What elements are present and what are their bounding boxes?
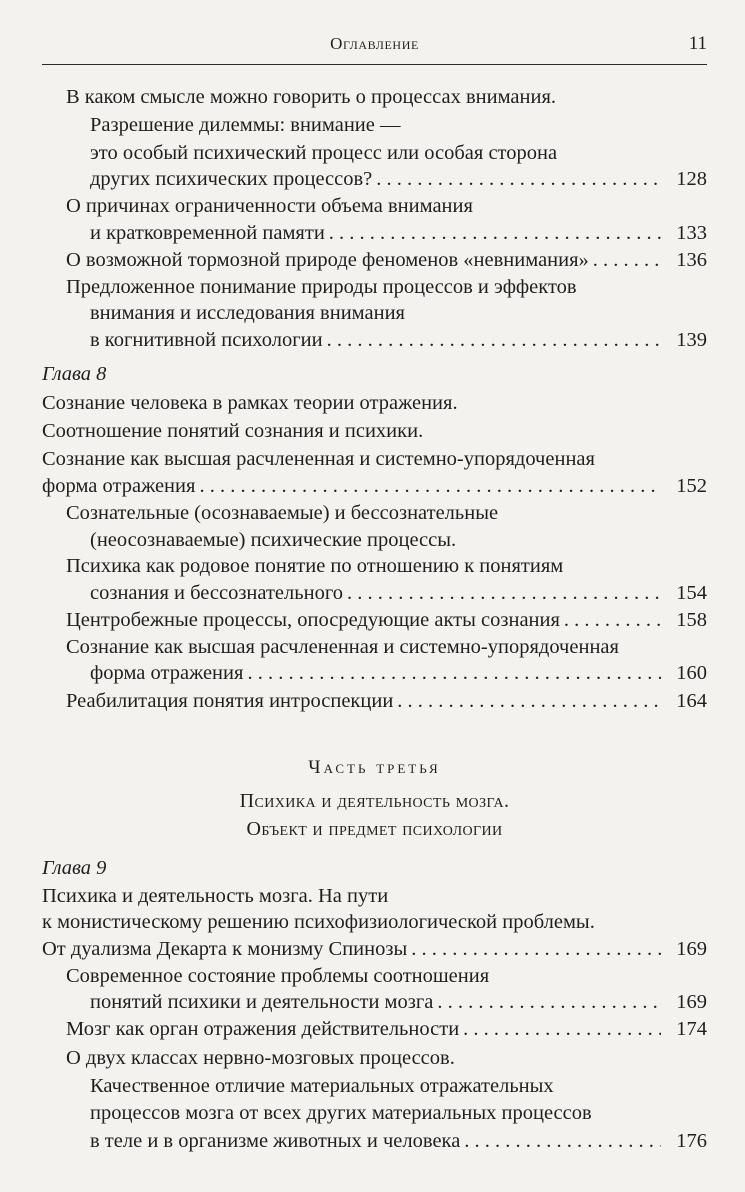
toc-line	[42, 963, 707, 990]
leader-dots	[372, 166, 661, 193]
toc-line-text: О возможной тормозной природе феноменов «невнимания»	[66, 249, 589, 271]
part-three-label	[42, 754, 707, 781]
toc-page-number: 152	[676, 475, 707, 497]
leader-dots	[459, 1016, 661, 1043]
part-three-title-line1: Психика и деятельность мозга.	[239, 790, 510, 812]
toc-line-text: Сознание человека в рамках теории отражения.	[42, 392, 458, 414]
toc-line-text: Соотношение понятий сознания и психики.	[42, 420, 424, 442]
toc-line	[42, 327, 707, 354]
toc-line-text: Качественное отличие материальных отражательных	[90, 1075, 554, 1097]
toc-line-text: Разрешение дилеммы: внимание —	[90, 114, 401, 136]
toc-page-number: 139	[676, 329, 707, 351]
toc-line-text: к монистическому решению психофизиологической проблемы.	[42, 911, 595, 933]
toc-page-number: 169	[676, 938, 707, 960]
toc-page-number: 160	[676, 662, 707, 684]
toc-line-text: О двух классах нервно-мозговых процессов.	[66, 1047, 455, 1069]
toc-line	[42, 390, 707, 417]
toc-line-text: Центробежные процессы, опосредующие акты сознания	[66, 609, 560, 631]
toc-line	[42, 140, 707, 167]
leader-dots	[243, 660, 661, 687]
leader-dots	[560, 607, 661, 634]
part-three-title-line2: Объект и предмет психологии	[246, 818, 503, 840]
toc-page-number: 169	[676, 991, 707, 1013]
toc-line-text: это особый психический процесс или особая сторона	[90, 142, 558, 164]
toc-line	[42, 553, 707, 580]
toc-page-number: 158	[676, 609, 707, 631]
toc-line	[42, 660, 707, 687]
toc-line	[42, 1100, 707, 1127]
leader-dots	[325, 220, 661, 247]
toc-line	[42, 527, 707, 554]
toc-page-number: 154	[676, 582, 707, 604]
toc-line-text: других психических процессов?	[90, 168, 373, 190]
toc-line-text: Мозг как орган отражения действительности	[66, 1018, 460, 1040]
toc-page-number: 128	[676, 168, 707, 190]
toc-line-text: понятий психики и деятельности мозга	[90, 991, 434, 1013]
toc-page-number: 174	[676, 1018, 707, 1040]
toc-line-text: форма отражения	[90, 662, 244, 684]
toc-line	[42, 607, 707, 634]
toc-line	[42, 446, 707, 473]
leader-dots	[433, 989, 661, 1016]
toc-line-text: Психика и деятельность мозга. На пути	[42, 885, 389, 907]
leader-dots	[407, 936, 661, 963]
toc-page-number: 176	[676, 1130, 707, 1152]
toc-line	[42, 936, 707, 963]
toc-line	[42, 418, 707, 445]
toc-line	[42, 84, 707, 111]
toc-line	[42, 300, 707, 327]
toc-line-text: Сознание как высшая расчлененная и системно-упорядоченная	[42, 448, 595, 470]
leader-dots	[343, 580, 661, 607]
toc-line	[42, 1073, 707, 1100]
part-three-label-text: Часть третья	[308, 757, 441, 778]
toc-line-text: (неосознаваемые) психические процессы.	[90, 529, 457, 551]
toc-line-text: в когнитивной психологии	[90, 329, 323, 351]
toc-line-text: и кратковременной памяти	[90, 222, 325, 244]
toc-line	[42, 274, 707, 301]
toc-line	[42, 473, 707, 500]
running-header	[42, 30, 707, 65]
toc-line-text: внимания и исследования внимания	[90, 302, 405, 324]
leader-dots	[195, 473, 661, 500]
leader-dots	[393, 688, 661, 715]
toc-line	[42, 883, 707, 910]
header-title: Оглавление	[330, 34, 419, 53]
toc-line	[42, 166, 707, 193]
toc-line-text: О причинах ограниченности объема внимания	[66, 195, 473, 217]
header-page-number: 11	[688, 33, 707, 54]
toc-line-text: сознания и бессознательного	[90, 582, 343, 604]
toc-line	[42, 580, 707, 607]
toc-line	[42, 688, 707, 715]
toc-line	[42, 220, 707, 247]
toc-line-text: форма отражения	[42, 475, 196, 497]
toc-page-number: 133	[676, 222, 707, 244]
toc-line-text: Психика как родовое понятие по отношению к понятиям	[66, 555, 564, 577]
toc-page-number: 164	[676, 690, 707, 712]
toc-line-text: процессов мозга от всех других материальных процессов	[90, 1102, 592, 1124]
leader-dots	[589, 247, 661, 274]
toc-line	[42, 1016, 707, 1043]
toc-line-text: Реабилитация понятия интроспекции	[66, 690, 394, 712]
toc-line-text: Сознательные (осознаваемые) и бессознательные	[66, 502, 499, 524]
toc-line-text: Предложенное понимание природы процессов и эффектов	[66, 276, 577, 298]
toc-line-text: Сознание как высшая расчлененная и системно-упорядоченная	[66, 636, 619, 658]
toc-line-text: в теле и в организме животных и человека	[90, 1130, 461, 1152]
toc-line	[42, 112, 707, 139]
toc-line	[42, 989, 707, 1016]
chapter-8-label: Глава 8	[42, 363, 107, 385]
leader-dots	[460, 1128, 661, 1155]
toc-line-text: От дуализма Декарта к монизму Спинозы	[42, 938, 408, 960]
chapter-9-label: Глава 9	[42, 857, 107, 879]
toc-line	[42, 909, 707, 936]
toc-line	[42, 634, 707, 661]
toc-line-text: Современное состояние проблемы соотношения	[66, 965, 490, 987]
toc-page-number: 136	[676, 249, 707, 271]
toc-line	[42, 1128, 707, 1155]
toc-line	[42, 1045, 707, 1072]
toc-line	[42, 193, 707, 220]
leader-dots	[323, 327, 661, 354]
toc-line	[42, 247, 707, 274]
toc-line-text: В каком смысле можно говорить о процессах внимания.	[66, 86, 557, 108]
toc-line	[42, 500, 707, 527]
